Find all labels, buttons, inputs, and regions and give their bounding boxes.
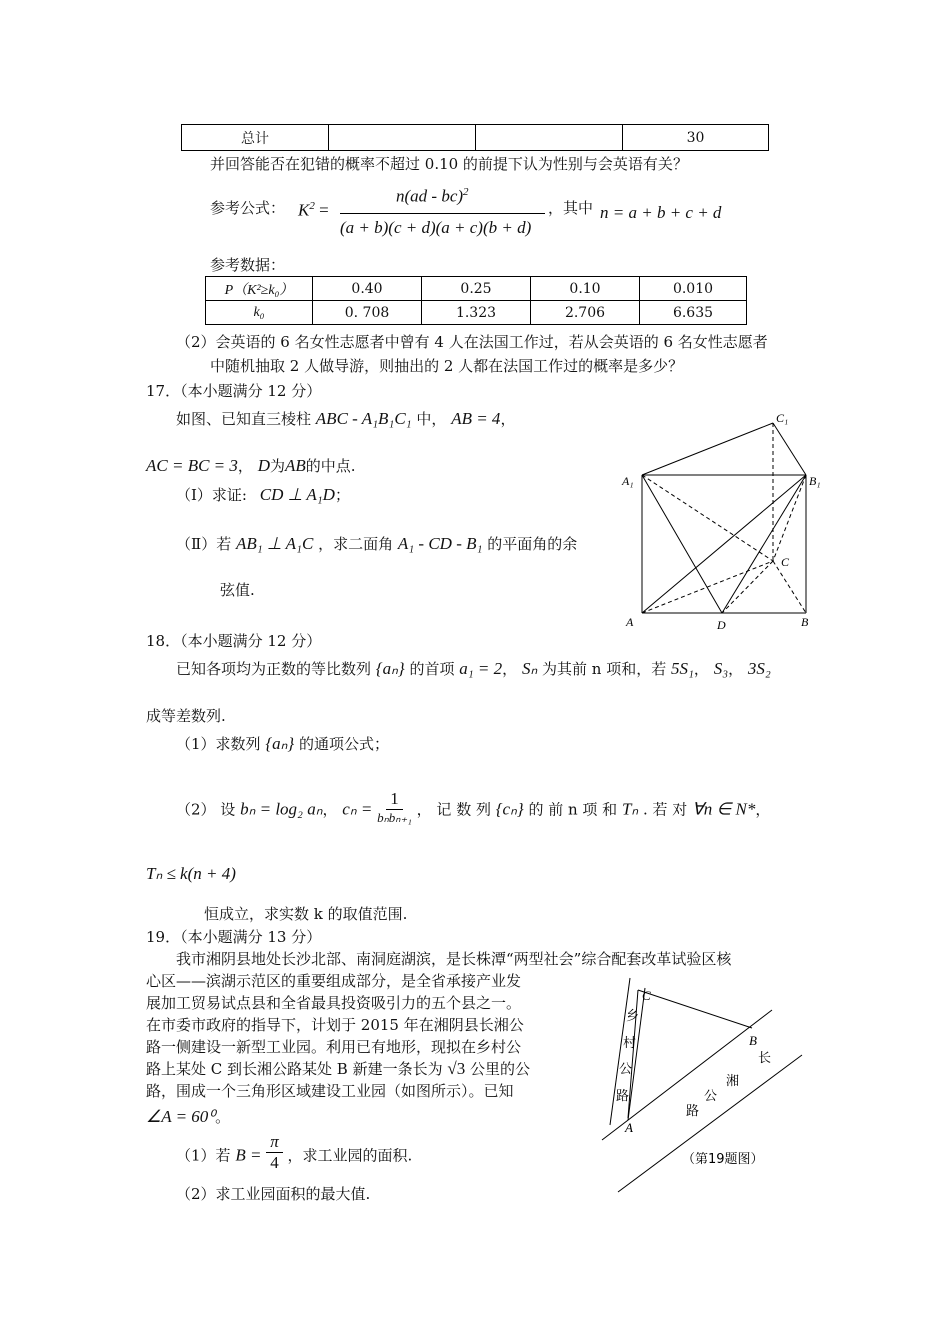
road-figure xyxy=(590,970,830,1200)
rural-road-char: 村 xyxy=(623,1036,637,1051)
highway-char: 路 xyxy=(686,1104,700,1119)
q19-line8: ∠A = 60⁰。 xyxy=(146,1107,231,1126)
q17-part1: （Ⅰ）求证: CD ⊥ A₁D； xyxy=(176,485,350,504)
formula-label: 参考公式： xyxy=(210,199,286,217)
label-A: A xyxy=(626,615,634,629)
q19-part2: （2）求工业园面积的最大值. xyxy=(176,1185,371,1203)
label-B: B xyxy=(801,615,809,629)
q17-part2: （Ⅱ）若 AB₁ ⊥ A₁C ，求二面角 A₁ - CD - B₁ 的平面角的余 xyxy=(176,534,578,553)
road-label-A: A xyxy=(625,1120,633,1135)
edge-B1-C xyxy=(773,475,806,561)
ref-row-cell: 6.635 xyxy=(640,301,747,325)
q18-line2: 成等差数列. xyxy=(146,707,226,725)
q19-line4: 在市委市政府的指导下，计划于 2015 年在湘阴县长湘公 xyxy=(146,1016,524,1034)
edge-C1-B1 xyxy=(773,423,806,475)
q17-part2-line2: 弦值. xyxy=(220,581,255,599)
ref-header-cell: 0.010 xyxy=(640,277,747,301)
totals-cell xyxy=(476,125,623,151)
label-C1: C₁ xyxy=(776,411,789,425)
q19-line7: 路，围成一个三角形区域建设工业园（如图所示）。已知 xyxy=(146,1082,514,1100)
rural-road-char: 路 xyxy=(616,1089,630,1104)
formula-fraction-bar xyxy=(340,213,545,214)
edge-A-C xyxy=(642,561,773,613)
highway-char: 长 xyxy=(758,1051,772,1066)
formula-n-def: n = a + b + c + d xyxy=(600,203,722,222)
q17-header: 17．（本小题满分 12 分） xyxy=(146,382,322,400)
q19-line1: 我市湘阴县地处长沙北部、南洞庭湖滨，是长株潭“两型社会”综合配套改革试验区核 xyxy=(176,950,732,968)
reference-table xyxy=(205,276,747,325)
ref-header-label: P（K²≥k₀） xyxy=(206,277,313,301)
ref-row-cell: 0. 708 xyxy=(313,301,422,325)
ref-header-cell: 0.25 xyxy=(422,277,531,301)
totals-cell xyxy=(329,125,476,151)
edge-A1-D xyxy=(642,475,722,613)
formula-numerator: n(ad - bc)$^2$ xyxy=(396,186,469,206)
edge-C-B xyxy=(773,561,806,613)
q18-part2: （2） 设 bₙ = log₂ aₙ， cₙ = $\frac{1}{\text{bₙbₙ₊₁}}$ ， 记 数 列 {cₙ} 的 前 n 项 和 Tₙ . 若 对 ∀n ∈ N*， xyxy=(176,789,771,825)
q16-part2-line1: （2）会英语的 6 名女性志愿者中曾有 4 人在法国工作过，若从会英语的 6 名女性志愿者 xyxy=(176,333,768,351)
ref-row-cell: 2.706 xyxy=(531,301,640,325)
q19-part1: （1）若 B = $\frac{\pi}{4}$ ，求工业园的面积. xyxy=(176,1132,413,1172)
prism-figure xyxy=(618,405,823,635)
q16-part2-line2: 中随机抽取 2 人做导游，则抽出的 2 人都在法国工作过的概率是多少？ xyxy=(210,357,684,375)
edge-A1-C1 xyxy=(642,423,773,475)
segment-CB xyxy=(638,990,752,1028)
figure-caption: （第19题图） xyxy=(682,1152,764,1167)
q17-line2: AC = BC = 3， D为AB的中点. xyxy=(146,456,356,475)
label-D: D xyxy=(717,618,726,632)
road-label-C: C xyxy=(642,988,651,1003)
q19-line5: 路一侧建设一新型工业园。利用已有地形，现拟在乡村公 xyxy=(146,1038,522,1056)
totals-value: 30 xyxy=(623,125,769,151)
q18-fraction: $\frac{1}{\text{bₙbₙ₊₁}}$ xyxy=(377,789,412,825)
totals-table xyxy=(181,124,769,151)
q19-line6: 路上某处 C 到长湘公路某处 B 新建一条长为 √3 公里的公 xyxy=(146,1059,530,1078)
label-C: C xyxy=(781,555,790,569)
formula-denominator: (a + b)(c + d)(a + c)(b + d) xyxy=(340,218,532,237)
highway-char: 公 xyxy=(704,1089,718,1104)
ref-header-cell: 0.40 xyxy=(313,277,422,301)
highway-outer xyxy=(618,1055,802,1192)
q18-part1: （1）求数列 {aₙ} 的通项公式； xyxy=(176,734,389,753)
q18-header: 18．（本小题满分 12 分） xyxy=(146,632,322,650)
highway-char: 湘 xyxy=(726,1074,740,1089)
ref-row-label: k₀ xyxy=(206,301,313,325)
edge-A-B1 xyxy=(642,475,806,613)
ref-data-label: 参考数据： xyxy=(210,256,286,274)
rural-road-char: 公 xyxy=(619,1062,633,1077)
q16-question: 并回答能否在犯错的概率不超过 0.10 的前提下认为性别与会英语有关？ xyxy=(210,155,688,173)
q18-part2-end: 恒成立，求实数 k 的取值范围. xyxy=(204,905,408,923)
totals-label: 总计 xyxy=(182,125,329,151)
road-label-B: B xyxy=(749,1033,757,1048)
formula-where: ，其中 xyxy=(548,199,594,217)
label-B1: B₁ xyxy=(809,474,821,488)
ref-row-cell: 1.323 xyxy=(422,301,531,325)
q19-header: 19．（本小题满分 13 分） xyxy=(146,928,322,946)
q19-fraction: $\frac{\pi}{4}$ xyxy=(266,1132,283,1173)
label-A1: A₁ xyxy=(622,474,634,488)
rural-road-char: 乡 xyxy=(626,1009,640,1024)
q19-line3: 展加工贸易试点县和全省最具投资吸引力的五个县之一。 xyxy=(146,994,522,1012)
edge-A1-C xyxy=(642,475,773,561)
q19-line2: 心区——滨湖示范区的重要组成部分，是全省承接产业发 xyxy=(146,972,522,990)
ref-header-cell: 0.10 xyxy=(531,277,640,301)
edge-C-D xyxy=(722,561,773,613)
q18-line1: 已知各项均为正数的等比数列 {aₙ} 的首项 a₁ = 2， Sₙ 为其前 n 项和，若 5S₁， S₃， 3S₂ xyxy=(176,659,771,678)
q18-inequality: Tₙ ≤ k(n + 4) xyxy=(146,864,236,883)
formula-lhs: $K^2$ = xyxy=(298,200,329,220)
q17-line1: 如图、已知直三棱柱 ABC - A₁B₁C₁ 中， AB = 4， xyxy=(176,409,516,428)
